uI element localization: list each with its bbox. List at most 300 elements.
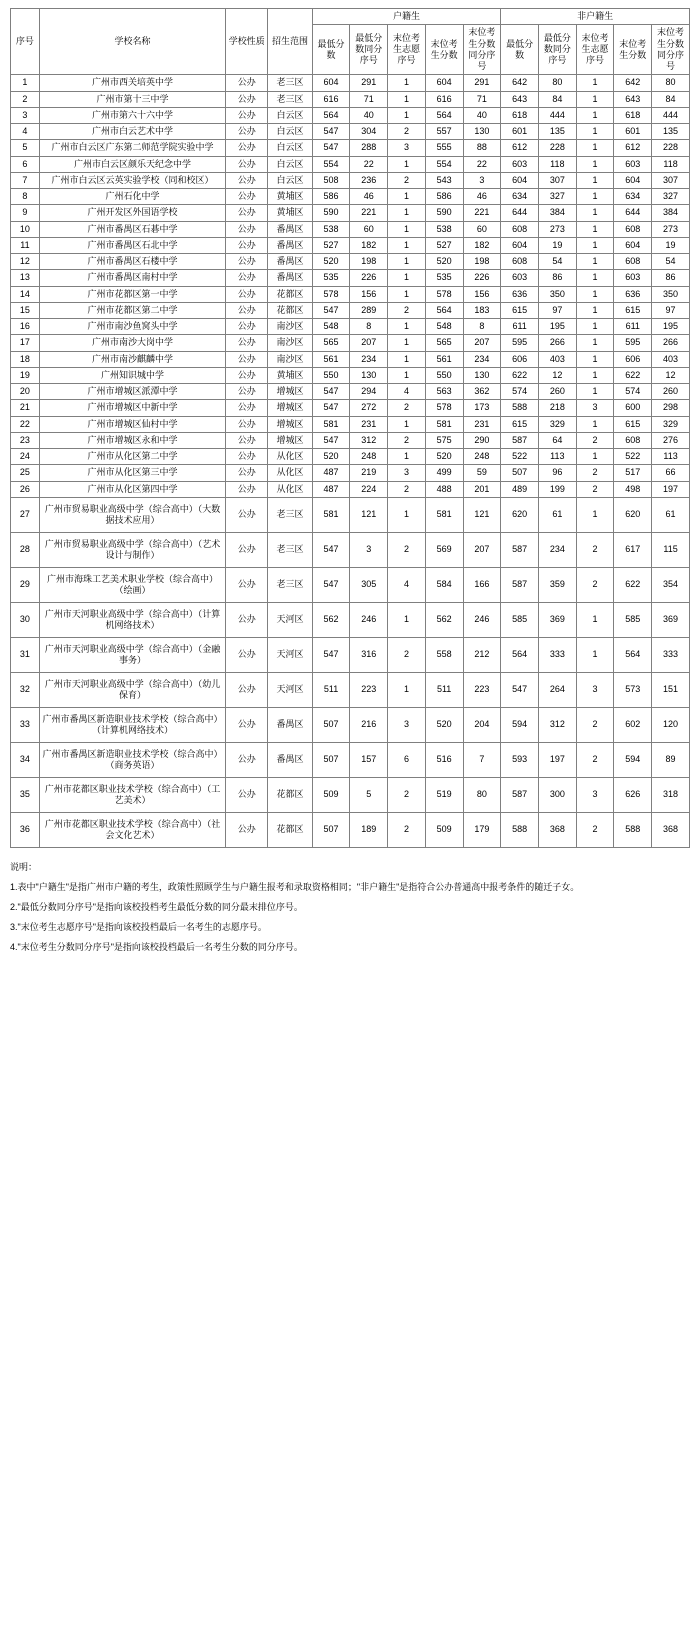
cell-hu-last-score: 520 (425, 449, 463, 465)
cell-school-nature: 公办 (226, 270, 268, 286)
cell-feihu-last-score: 522 (614, 449, 652, 465)
cell-hu-min-rank: 221 (350, 205, 388, 221)
cell-hu-min-score: 554 (312, 156, 350, 172)
table-row (11, 532, 690, 567)
cell-feihu-last-score: 608 (614, 432, 652, 448)
cell-feihu-last-score: 574 (614, 384, 652, 400)
header-feihu-min-score: 最低分数 (501, 25, 539, 75)
cell-no: 20 (11, 384, 40, 400)
cell-feihu-last-will: 1 (576, 107, 614, 123)
cell-hu-last-rank: 130 (463, 367, 501, 383)
note-item: 4."末位考生分数同分序号"是指向该校投档最后一名考生分数的同分序号。 (10, 941, 303, 952)
cell-hu-min-rank: 22 (350, 156, 388, 172)
cell-hu-min-rank: 305 (350, 567, 388, 602)
cell-feihu-last-rank: 298 (652, 400, 690, 416)
cell-no: 12 (11, 254, 40, 270)
cell-feihu-min-score: 608 (501, 254, 539, 270)
cell-school-name: 广州市增城区中新中学 (39, 400, 225, 416)
cell-feihu-min-rank: 329 (538, 416, 576, 432)
cell-school-name: 广州市番禺区新造职业技术学校（综合高中）（商务英语） (39, 742, 225, 777)
cell-feihu-min-score: 587 (501, 567, 539, 602)
cell-admission-range: 白云区 (268, 156, 312, 172)
cell-hu-min-score: 507 (312, 812, 350, 847)
cell-feihu-last-rank: 354 (652, 567, 690, 602)
cell-hu-min-score: 586 (312, 189, 350, 205)
cell-school-nature: 公办 (226, 351, 268, 367)
cell-school-nature: 公办 (226, 400, 268, 416)
cell-hu-last-score: 548 (425, 319, 463, 335)
cell-hu-last-score: 581 (425, 416, 463, 432)
cell-admission-range: 从化区 (268, 465, 312, 481)
cell-hu-min-score: 507 (312, 742, 350, 777)
cell-school-name: 广州市番禺区新造职业技术学校（综合高中）（计算机网络技术） (39, 707, 225, 742)
cell-hu-last-rank: 40 (463, 107, 501, 123)
cell-hu-last-rank: 60 (463, 221, 501, 237)
cell-hu-min-rank: 234 (350, 351, 388, 367)
cell-school-name: 广州市白云艺术中学 (39, 124, 225, 140)
cell-feihu-last-rank: 84 (652, 91, 690, 107)
cell-feihu-min-score: 611 (501, 319, 539, 335)
table-row (11, 75, 690, 91)
table-row (11, 319, 690, 335)
cell-feihu-last-rank: 86 (652, 270, 690, 286)
cell-school-name: 广州知识城中学 (39, 367, 225, 383)
cell-hu-min-score: 547 (312, 302, 350, 318)
cell-feihu-last-rank: 266 (652, 335, 690, 351)
cell-hu-last-rank: 234 (463, 351, 501, 367)
cell-hu-last-will: 2 (388, 400, 426, 416)
cell-feihu-last-score: 620 (614, 497, 652, 532)
cell-feihu-last-will: 1 (576, 254, 614, 270)
cell-hu-min-score: 564 (312, 107, 350, 123)
cell-no: 19 (11, 367, 40, 383)
cell-feihu-last-will: 1 (576, 449, 614, 465)
cell-hu-min-rank: 46 (350, 189, 388, 205)
cell-hu-last-rank: 8 (463, 319, 501, 335)
cell-hu-last-will: 1 (388, 189, 426, 205)
cell-school-nature: 公办 (226, 189, 268, 205)
cell-feihu-last-rank: 12 (652, 367, 690, 383)
cell-hu-min-rank: 294 (350, 384, 388, 400)
cell-hu-last-score: 565 (425, 335, 463, 351)
cell-school-name: 广州市增城区派潭中学 (39, 384, 225, 400)
cell-hu-last-will: 2 (388, 172, 426, 188)
cell-hu-min-rank: 71 (350, 91, 388, 107)
cell-hu-min-rank: 316 (350, 637, 388, 672)
cell-hu-last-will: 2 (388, 481, 426, 497)
cell-hu-last-score: 557 (425, 124, 463, 140)
cell-school-nature: 公办 (226, 416, 268, 432)
cell-school-nature: 公办 (226, 237, 268, 253)
cell-feihu-last-rank: 318 (652, 777, 690, 812)
header-hu-last-will: 末位考生志愿序号 (388, 25, 426, 75)
cell-feihu-min-rank: 260 (538, 384, 576, 400)
cell-feihu-last-rank: 273 (652, 221, 690, 237)
cell-no: 1 (11, 75, 40, 91)
cell-no: 30 (11, 602, 40, 637)
cell-feihu-min-score: 574 (501, 384, 539, 400)
cell-feihu-last-will: 1 (576, 367, 614, 383)
cell-hu-min-rank: 289 (350, 302, 388, 318)
cell-hu-last-rank: 221 (463, 205, 501, 221)
cell-school-nature: 公办 (226, 637, 268, 672)
cell-feihu-last-score: 601 (614, 124, 652, 140)
cell-feihu-last-rank: 89 (652, 742, 690, 777)
cell-feihu-min-score: 642 (501, 75, 539, 91)
cell-hu-last-will: 1 (388, 237, 426, 253)
cell-no: 27 (11, 497, 40, 532)
cell-hu-last-score: 569 (425, 532, 463, 567)
cell-no: 2 (11, 91, 40, 107)
cell-feihu-min-rank: 135 (538, 124, 576, 140)
cell-feihu-min-score: 507 (501, 465, 539, 481)
cell-feihu-last-will: 1 (576, 140, 614, 156)
cell-feihu-min-rank: 61 (538, 497, 576, 532)
cell-hu-min-score: 562 (312, 602, 350, 637)
cell-feihu-last-will: 1 (576, 270, 614, 286)
cell-school-name: 广州市白云区颜乐天纪念中学 (39, 156, 225, 172)
table-row (11, 707, 690, 742)
cell-feihu-min-score: 603 (501, 270, 539, 286)
cell-hu-last-score: 519 (425, 777, 463, 812)
cell-feihu-last-will: 2 (576, 481, 614, 497)
header-feihu-min-rank: 最低分数同分序号 (538, 25, 576, 75)
cell-no: 23 (11, 432, 40, 448)
cell-feihu-min-rank: 264 (538, 672, 576, 707)
table-row (11, 367, 690, 383)
header-school-name: 学校名称 (39, 9, 225, 75)
cell-school-nature: 公办 (226, 384, 268, 400)
cell-admission-range: 增城区 (268, 416, 312, 432)
cell-hu-min-rank: 3 (350, 532, 388, 567)
cell-school-nature: 公办 (226, 481, 268, 497)
cell-admission-range: 老三区 (268, 532, 312, 567)
cell-no: 21 (11, 400, 40, 416)
cell-feihu-last-will: 2 (576, 465, 614, 481)
table-row (11, 497, 690, 532)
cell-hu-last-score: 538 (425, 221, 463, 237)
cell-feihu-last-rank: 369 (652, 602, 690, 637)
cell-feihu-last-score: 604 (614, 237, 652, 253)
cell-feihu-min-rank: 96 (538, 465, 576, 481)
cell-feihu-last-rank: 444 (652, 107, 690, 123)
cell-feihu-last-will: 1 (576, 602, 614, 637)
cell-hu-min-score: 581 (312, 416, 350, 432)
cell-feihu-min-score: 593 (501, 742, 539, 777)
note-item: 2."最低分数同分序号"是指向该校投档考生最低分数的同分最末排位序号。 (10, 901, 303, 912)
cell-hu-min-score: 509 (312, 777, 350, 812)
cell-school-nature: 公办 (226, 91, 268, 107)
cell-hu-last-will: 1 (388, 270, 426, 286)
cell-feihu-min-rank: 403 (538, 351, 576, 367)
cell-admission-range: 天河区 (268, 672, 312, 707)
cell-no: 18 (11, 351, 40, 367)
cell-admission-range: 白云区 (268, 124, 312, 140)
cell-feihu-last-will: 1 (576, 384, 614, 400)
cell-hu-min-score: 550 (312, 367, 350, 383)
cell-hu-last-rank: 290 (463, 432, 501, 448)
cell-hu-last-score: 604 (425, 75, 463, 91)
cell-school-name: 广州市花都区职业技术学校（综合高中）（工艺美术） (39, 777, 225, 812)
cell-feihu-min-score: 547 (501, 672, 539, 707)
cell-school-name: 广州市白云区广东第二师范学院实验中学 (39, 140, 225, 156)
cell-admission-range: 花都区 (268, 286, 312, 302)
cell-hu-last-rank: 59 (463, 465, 501, 481)
cell-feihu-last-score: 564 (614, 637, 652, 672)
cell-hu-last-score: 584 (425, 567, 463, 602)
cell-no: 34 (11, 742, 40, 777)
cell-hu-last-score: 520 (425, 254, 463, 270)
cell-feihu-last-score: 615 (614, 302, 652, 318)
table-row (11, 481, 690, 497)
cell-hu-min-rank: 288 (350, 140, 388, 156)
cell-school-name: 广州市花都区第一中学 (39, 286, 225, 302)
cell-hu-min-score: 604 (312, 75, 350, 91)
cell-school-name: 广州石化中学 (39, 189, 225, 205)
note-item: 3."末位考生志愿序号"是指向该校投档最后一名考生的志愿序号。 (10, 921, 267, 932)
table-row (11, 637, 690, 672)
cell-feihu-last-score: 517 (614, 465, 652, 481)
cell-hu-min-rank: 182 (350, 237, 388, 253)
header-admission-range: 招生范围 (268, 9, 312, 75)
cell-hu-last-will: 2 (388, 777, 426, 812)
cell-hu-min-score: 547 (312, 140, 350, 156)
cell-feihu-min-score: 604 (501, 172, 539, 188)
cell-school-nature: 公办 (226, 672, 268, 707)
cell-school-name: 广州开发区外国语学校 (39, 205, 225, 221)
cell-hu-last-score: 564 (425, 107, 463, 123)
cell-feihu-last-will: 2 (576, 567, 614, 602)
cell-feihu-last-will: 1 (576, 302, 614, 318)
cell-school-name: 广州市增城区仙村中学 (39, 416, 225, 432)
cell-no: 28 (11, 532, 40, 567)
cell-no: 22 (11, 416, 40, 432)
cell-hu-last-rank: 182 (463, 237, 501, 253)
cell-hu-last-will: 1 (388, 602, 426, 637)
cell-hu-last-will: 2 (388, 812, 426, 847)
cell-admission-range: 老三区 (268, 567, 312, 602)
cell-hu-min-score: 535 (312, 270, 350, 286)
cell-school-nature: 公办 (226, 742, 268, 777)
cell-hu-min-score: 548 (312, 319, 350, 335)
cell-hu-min-score: 511 (312, 672, 350, 707)
cell-hu-last-score: 578 (425, 286, 463, 302)
cell-hu-last-score: 575 (425, 432, 463, 448)
cell-feihu-last-score: 642 (614, 75, 652, 91)
cell-feihu-last-will: 1 (576, 156, 614, 172)
cell-feihu-min-score: 585 (501, 602, 539, 637)
cell-school-nature: 公办 (226, 286, 268, 302)
cell-admission-range: 白云区 (268, 107, 312, 123)
cell-feihu-min-rank: 19 (538, 237, 576, 253)
cell-feihu-last-rank: 195 (652, 319, 690, 335)
cell-admission-range: 老三区 (268, 497, 312, 532)
cell-hu-last-will: 1 (388, 91, 426, 107)
cell-school-nature: 公办 (226, 812, 268, 847)
cell-hu-last-rank: 201 (463, 481, 501, 497)
cell-feihu-last-will: 1 (576, 221, 614, 237)
cell-feihu-min-score: 615 (501, 302, 539, 318)
cell-feihu-last-rank: 307 (652, 172, 690, 188)
cell-hu-last-will: 4 (388, 384, 426, 400)
cell-feihu-min-rank: 327 (538, 189, 576, 205)
table-row (11, 237, 690, 253)
cell-hu-min-score: 527 (312, 237, 350, 253)
cell-feihu-min-score: 604 (501, 237, 539, 253)
cell-hu-last-rank: 226 (463, 270, 501, 286)
cell-feihu-min-score: 489 (501, 481, 539, 497)
cell-hu-min-rank: 248 (350, 449, 388, 465)
cell-hu-last-will: 4 (388, 567, 426, 602)
cell-feihu-last-score: 612 (614, 140, 652, 156)
cell-no: 10 (11, 221, 40, 237)
cell-admission-range: 南沙区 (268, 351, 312, 367)
cell-admission-range: 老三区 (268, 75, 312, 91)
cell-feihu-min-rank: 86 (538, 270, 576, 286)
cell-hu-last-will: 1 (388, 367, 426, 383)
cell-feihu-min-rank: 384 (538, 205, 576, 221)
cell-no: 4 (11, 124, 40, 140)
cell-hu-min-score: 487 (312, 481, 350, 497)
cell-admission-range: 白云区 (268, 172, 312, 188)
cell-hu-min-rank: 219 (350, 465, 388, 481)
cell-feihu-min-score: 588 (501, 812, 539, 847)
cell-hu-last-will: 2 (388, 302, 426, 318)
cell-school-nature: 公办 (226, 319, 268, 335)
cell-hu-last-will: 2 (388, 124, 426, 140)
cell-feihu-last-score: 608 (614, 221, 652, 237)
cell-school-nature: 公办 (226, 221, 268, 237)
cell-hu-last-will: 1 (388, 75, 426, 91)
cell-hu-last-will: 6 (388, 742, 426, 777)
table-row (11, 335, 690, 351)
table-row (11, 205, 690, 221)
admission-score-table (10, 8, 690, 848)
cell-hu-last-will: 1 (388, 416, 426, 432)
cell-no: 3 (11, 107, 40, 123)
cell-school-name: 广州市西关培英中学 (39, 75, 225, 91)
table-row (11, 156, 690, 172)
cell-feihu-last-score: 622 (614, 367, 652, 383)
cell-school-name: 广州市番禺区石楼中学 (39, 254, 225, 270)
cell-feihu-min-rank: 234 (538, 532, 576, 567)
cell-school-nature: 公办 (226, 156, 268, 172)
cell-no: 8 (11, 189, 40, 205)
cell-school-name: 广州市第六十六中学 (39, 107, 225, 123)
cell-hu-min-rank: 130 (350, 367, 388, 383)
notes-list (10, 878, 690, 956)
cell-school-name: 广州市贸易职业高级中学（综合高中）（艺术设计与制作） (39, 532, 225, 567)
cell-feihu-last-score: 608 (614, 254, 652, 270)
table-row (11, 567, 690, 602)
cell-no: 32 (11, 672, 40, 707)
cell-feihu-last-will: 1 (576, 335, 614, 351)
cell-no: 14 (11, 286, 40, 302)
cell-hu-last-rank: 166 (463, 567, 501, 602)
cell-hu-min-score: 561 (312, 351, 350, 367)
cell-hu-last-rank: 80 (463, 777, 501, 812)
cell-school-nature: 公办 (226, 449, 268, 465)
cell-hu-last-rank: 362 (463, 384, 501, 400)
cell-hu-last-rank: 179 (463, 812, 501, 847)
cell-hu-last-score: 554 (425, 156, 463, 172)
cell-feihu-last-will: 2 (576, 432, 614, 448)
table-row (11, 384, 690, 400)
cell-feihu-min-rank: 199 (538, 481, 576, 497)
cell-hu-min-rank: 231 (350, 416, 388, 432)
cell-hu-last-score: 555 (425, 140, 463, 156)
table-header (11, 9, 690, 75)
cell-hu-last-will: 2 (388, 432, 426, 448)
cell-feihu-min-rank: 80 (538, 75, 576, 91)
cell-hu-last-score: 586 (425, 189, 463, 205)
cell-hu-last-will: 1 (388, 286, 426, 302)
cell-hu-last-rank: 207 (463, 335, 501, 351)
cell-school-nature: 公办 (226, 497, 268, 532)
cell-feihu-last-score: 622 (614, 567, 652, 602)
cell-hu-last-will: 1 (388, 254, 426, 270)
cell-feihu-last-will: 1 (576, 286, 614, 302)
cell-hu-min-score: 520 (312, 254, 350, 270)
cell-hu-last-score: 564 (425, 302, 463, 318)
cell-school-name: 广州市南沙鱼窝头中学 (39, 319, 225, 335)
cell-hu-min-score: 547 (312, 532, 350, 567)
cell-school-nature: 公办 (226, 707, 268, 742)
cell-hu-min-rank: 272 (350, 400, 388, 416)
cell-feihu-last-will: 1 (576, 351, 614, 367)
table-row (11, 742, 690, 777)
cell-hu-min-score: 547 (312, 400, 350, 416)
cell-admission-range: 增城区 (268, 384, 312, 400)
header-feihu-last-rank: 末位考生分数同分序号 (652, 25, 690, 75)
cell-hu-last-rank: 207 (463, 532, 501, 567)
cell-feihu-min-rank: 113 (538, 449, 576, 465)
cell-hu-last-rank: 246 (463, 602, 501, 637)
cell-feihu-last-will: 3 (576, 777, 614, 812)
cell-hu-min-rank: 156 (350, 286, 388, 302)
cell-admission-range: 老三区 (268, 91, 312, 107)
cell-feihu-last-rank: 80 (652, 75, 690, 91)
cell-admission-range: 番禺区 (268, 254, 312, 270)
cell-school-nature: 公办 (226, 777, 268, 812)
cell-hu-last-rank: 291 (463, 75, 501, 91)
cell-hu-last-rank: 183 (463, 302, 501, 318)
table-row (11, 172, 690, 188)
cell-feihu-last-score: 594 (614, 742, 652, 777)
cell-hu-last-rank: 223 (463, 672, 501, 707)
cell-feihu-last-rank: 350 (652, 286, 690, 302)
cell-hu-last-will: 1 (388, 672, 426, 707)
cell-feihu-min-score: 622 (501, 367, 539, 383)
cell-hu-last-rank: 173 (463, 400, 501, 416)
cell-feihu-min-score: 634 (501, 189, 539, 205)
cell-school-name: 广州市从化区第三中学 (39, 465, 225, 481)
cell-feihu-min-rank: 350 (538, 286, 576, 302)
cell-feihu-last-score: 604 (614, 172, 652, 188)
cell-school-name: 广州市白云区云英实验学校（同和校区） (39, 172, 225, 188)
table-row (11, 107, 690, 123)
cell-hu-last-score: 616 (425, 91, 463, 107)
cell-feihu-min-rank: 218 (538, 400, 576, 416)
cell-feihu-last-score: 588 (614, 812, 652, 847)
cell-no: 6 (11, 156, 40, 172)
cell-feihu-last-will: 1 (576, 637, 614, 672)
cell-school-name: 广州市第十三中学 (39, 91, 225, 107)
table-row (11, 400, 690, 416)
cell-admission-range: 南沙区 (268, 319, 312, 335)
cell-hu-last-score: 520 (425, 707, 463, 742)
cell-school-name: 广州市番禺区石碁中学 (39, 221, 225, 237)
